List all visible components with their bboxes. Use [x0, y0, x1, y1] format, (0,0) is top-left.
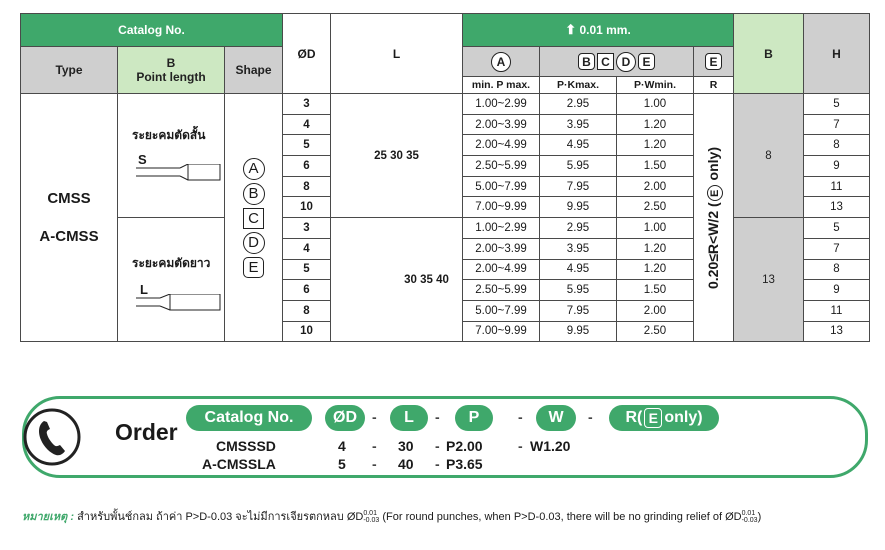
type-name-cmss: CMSS	[47, 189, 91, 207]
r-condition-text	[704, 146, 723, 289]
footnote	[22, 507, 761, 525]
shape-header: Shape	[225, 47, 283, 94]
pw-cell: 2.00	[617, 300, 694, 321]
h-cell: 5	[804, 94, 870, 115]
r-pill-e-icon: E	[644, 408, 662, 428]
shape-a-icon: A	[491, 52, 511, 72]
shape-e-only-icon: E	[705, 53, 722, 70]
r-pill-pre: R(	[625, 409, 643, 426]
shape-d-symbol: D	[243, 232, 265, 254]
footnote-english: (For round punches, when P>D-0.03, there will be no grinding relief of	[382, 511, 726, 523]
long-point-label: ระยะคมตัดยาว	[132, 255, 211, 270]
od-header: ØD	[283, 14, 331, 94]
min-p-cell: 5.00~7.99	[463, 176, 540, 197]
pw-cell: 1.20	[617, 238, 694, 259]
h-cell: 7	[804, 238, 870, 259]
od-cell: 8	[283, 176, 331, 197]
example-w: W1.20	[530, 438, 571, 454]
r-condition-post: only)	[704, 146, 721, 184]
footnote-sup2: 0.01	[741, 510, 756, 518]
order-title: Order	[115, 419, 178, 445]
r-condition-pre: 0.20≤R<W/2 (	[704, 201, 721, 289]
example-l: 40	[398, 456, 414, 472]
point-length-header	[118, 47, 225, 94]
r-pill-post: only)	[664, 409, 703, 426]
tolerance-text: 0.01 mm.	[579, 23, 631, 37]
footnote-tolerance2	[742, 510, 758, 524]
pk-cell: 2.95	[540, 94, 617, 115]
od-cell: 10	[283, 321, 331, 342]
shape-e-header	[694, 47, 734, 77]
example-catalog: A-CMSSLA	[202, 456, 276, 472]
od-cell: 3	[283, 94, 331, 115]
shape-c-icon: C	[597, 53, 614, 70]
example-od: 5	[338, 456, 346, 472]
pw-cell: 1.50	[617, 156, 694, 177]
example-od: 4	[338, 438, 346, 454]
r-cell	[694, 94, 734, 342]
pk-cell: 5.95	[540, 280, 617, 301]
p-pill: P	[455, 405, 493, 431]
pk-cell: 7.95	[540, 176, 617, 197]
pw-cell: 1.20	[617, 114, 694, 135]
long-punch-diagram	[132, 294, 222, 324]
dash-sep: -	[372, 409, 377, 425]
tolerance-header	[463, 14, 734, 47]
example-p: P3.65	[446, 456, 483, 472]
example-dash: -	[518, 438, 523, 454]
pk-cell: 4.95	[540, 135, 617, 156]
min-p-cell: 2.00~4.99	[463, 135, 540, 156]
min-p-cell: 2.00~3.99	[463, 114, 540, 135]
pw-cell: 1.50	[617, 280, 694, 301]
short-punch-diagram	[132, 164, 222, 194]
h-cell: 11	[804, 176, 870, 197]
spec-table	[20, 13, 870, 342]
shape-b-icon: B	[578, 53, 595, 70]
l-pill: L	[390, 405, 428, 431]
pk-cell: 7.95	[540, 300, 617, 321]
b-short-cell: 8	[734, 94, 804, 218]
example-dash: -	[435, 456, 440, 472]
phone-icon	[22, 407, 82, 467]
pw-cell: 2.50	[617, 321, 694, 342]
pk-cell: 3.95	[540, 114, 617, 135]
b-header: B	[734, 14, 804, 94]
example-l: 30	[398, 438, 414, 454]
od-cell: 10	[283, 197, 331, 218]
short-point-label: ระยะคมตัดสั้น	[132, 127, 206, 142]
footnote-od2: ØD	[725, 511, 742, 523]
l-header: L	[331, 14, 463, 94]
od-pill: ØD	[325, 405, 365, 431]
dash-sep: -	[435, 409, 440, 425]
pk-cell: 2.95	[540, 218, 617, 239]
shape-e-icon: E	[638, 53, 655, 70]
min-p-cell: 2.00~3.99	[463, 238, 540, 259]
b-long-cell: 13	[734, 218, 804, 342]
od-cell: 5	[283, 259, 331, 280]
l-short-cell: 25 30 35	[331, 94, 463, 218]
footnote-thai: สำหรับพั้นช์กลม ถ้าค่า P>D-0.03 จะไม่มีการเจียรตกหลบ	[77, 511, 344, 523]
arrow-up-icon: ⬆	[565, 22, 577, 37]
pk-cell: 3.95	[540, 238, 617, 259]
footnote-tolerance	[363, 510, 379, 524]
min-p-cell: 2.50~5.99	[463, 280, 540, 301]
type-header: Type	[21, 47, 118, 94]
shape-d-icon: D	[616, 52, 636, 72]
footnote-sub2: -0.03	[741, 517, 758, 525]
shape-a-header	[463, 47, 540, 77]
pk-cell: 5.95	[540, 156, 617, 177]
dash-sep: -	[588, 409, 593, 425]
od-cell: 6	[283, 280, 331, 301]
example-dash: -	[372, 456, 377, 472]
example-dash: -	[435, 438, 440, 454]
short-point-cell	[118, 94, 225, 218]
od-cell: 3	[283, 218, 331, 239]
shape-cell	[225, 94, 283, 342]
r-condition-e-icon: E	[707, 185, 723, 201]
footnote-od: ØD	[346, 511, 364, 523]
example-p: P2.00	[446, 438, 483, 454]
pw-cell: 1.20	[617, 135, 694, 156]
h-cell: 5	[804, 218, 870, 239]
h-cell: 9	[804, 156, 870, 177]
catalog-no-header: Catalog No.	[21, 14, 283, 47]
point-length-label: Point length	[136, 70, 206, 84]
h-cell: 7	[804, 114, 870, 135]
pk-max-header: P·Kmax.	[540, 77, 617, 94]
min-p-cell: 7.00~9.99	[463, 197, 540, 218]
example-dash: -	[372, 438, 377, 454]
pw-cell: 1.00	[617, 94, 694, 115]
pk-cell: 4.95	[540, 259, 617, 280]
h-cell: 8	[804, 259, 870, 280]
footnote-close: )	[757, 511, 762, 523]
od-cell: 5	[283, 135, 331, 156]
min-p-cell: 1.00~2.99	[463, 218, 540, 239]
h-header: H	[804, 14, 870, 94]
pw-cell: 2.50	[617, 197, 694, 218]
example-catalog: CMSSSD	[216, 438, 276, 454]
w-pill: W	[536, 405, 576, 431]
min-p-max-header: min. P max.	[463, 77, 540, 94]
od-cell: 4	[283, 238, 331, 259]
pk-cell: 9.95	[540, 197, 617, 218]
shape-c-symbol: C	[243, 208, 264, 229]
min-p-cell: 1.00~2.99	[463, 94, 540, 115]
long-point-cell	[118, 218, 225, 342]
r-header: R	[694, 77, 734, 94]
shape-a-symbol: A	[243, 158, 265, 180]
min-p-cell: 2.00~4.99	[463, 259, 540, 280]
h-cell: 13	[804, 321, 870, 342]
type-cell	[21, 94, 118, 342]
footnote-label: หมายเหตุ :	[22, 511, 74, 523]
pw-cell: 1.00	[617, 218, 694, 239]
l-long-cell: 30 35 40	[331, 218, 463, 342]
h-cell: 8	[804, 135, 870, 156]
type-name-a-cmss: A-CMSS	[39, 227, 99, 245]
footnote-sup: 0.01	[363, 510, 377, 518]
b-label: B	[166, 56, 176, 70]
h-cell: 11	[804, 300, 870, 321]
catalog-no-pill: Catalog No.	[186, 405, 312, 431]
h-cell: 9	[804, 280, 870, 301]
dash-sep: -	[518, 409, 523, 425]
pw-cell: 2.00	[617, 176, 694, 197]
min-p-cell: 5.00~7.99	[463, 300, 540, 321]
od-cell: 6	[283, 156, 331, 177]
pk-cell: 9.95	[540, 321, 617, 342]
min-p-cell: 2.50~5.99	[463, 156, 540, 177]
pw-min-header: P·Wmin.	[617, 77, 694, 94]
short-point-symbol: S	[138, 151, 147, 167]
min-p-cell: 7.00~9.99	[463, 321, 540, 342]
od-cell: 4	[283, 114, 331, 135]
shape-bcde-header	[540, 47, 694, 77]
order-box	[22, 396, 868, 478]
r-pill	[609, 405, 719, 431]
h-cell: 13	[804, 197, 870, 218]
shape-e-symbol: E	[243, 257, 264, 278]
od-cell: 8	[283, 300, 331, 321]
long-point-symbol: L	[140, 281, 148, 297]
shape-b-symbol: B	[243, 183, 265, 205]
footnote-sub: -0.03	[363, 517, 380, 525]
pw-cell: 1.20	[617, 259, 694, 280]
